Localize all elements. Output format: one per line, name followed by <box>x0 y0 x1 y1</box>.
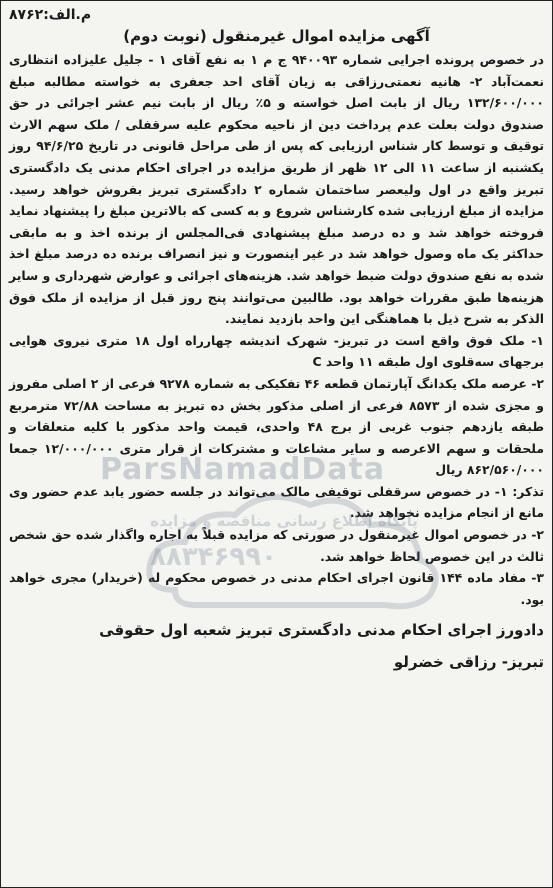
note-2-paragraph: ۲- در خصوص اموال غیرمنقول در صورتی که مزایده قبلاً به اجاره واگذار شده حق شخص ثالث در این خصوص لحاظ خواهد شد. <box>9 527 544 564</box>
signature-line-2: تبریز- رزاقی خضرلو <box>393 653 544 672</box>
property-description-paragraph: ۲- عرصه ملک یکدانگ آپارتمان قطعه ۴۶ تفکیکی به شماره ۹۲۷۸ فرعی از ۲ اصلی مفروز و مجزی شده از ۸۵۷۳ فرعی از اصلی مذکور بخش ده تبریز به مساحت ۷۲/۸۸ مترمربع طبقه یازدهم جنوب غربی از برج ۴۸ واحدی، قیمت واحد مذکور با کلیه متعلقات و ملحقات و سهم الاعرصه و سایر مشاعات و مشترکات از قرار متری ۱۲/۰۰۰/۰۰۰ جمعا ۸۶۲/۵۶۰/۰۰۰ ریال <box>9 375 544 478</box>
notice-title: آگهی مزایده اموال غیرمنقول (نوبت دوم) <box>123 27 430 45</box>
property-location-paragraph: ۱- ملک فوق واقع است در تبریز- شهرک اندیشه چهارراه اول ۱۸ متری نیروی هوایی برجهای سه‌قلوی اول طبقه ۱۱ واحد C <box>9 332 544 370</box>
watermark-subtitle: پایگاه اطلاع رسانی مناقصه و مزایده <box>150 512 418 530</box>
notice-body-paragraph: در خصوص پرونده اجرایی شماره ۹۴۰۰۹۳ ج م ۱ به نفع آقای ۱ - جلیل علیزاده انتظاری نعمت‌آباد ۲- هانیه نعمتی‌رزاقی به زیان آقای احد جعفری به خواسته مطالبه مبلغ ۱۳۲/۶۰۰/۰۰۰ ریال از بابت اصل خواسته و ۵٪ ریال از بابت نیم عشر اجرائی در حق صندوق دولت بعلت عدم پرداخت دین از ناحیه محکوم علیه سرقفلی / ملک سهم الارث توقیف و توسط کار شناس ارزیابی که پس از طی مراحل قانونی در تاریخ ۹۴/۶/۲۵ روز یکشنبه از ساعت ۱۱ الی ۱۲ ظهر از طریق مزایده در اجرای احکام مدنی یک دادگستری تبریز واقع در اول ولیعصر ساختمان شماره ۲ دادگستری تبریز بفروش خواهد رسید. مزایده از مبلغ ارزیابی شده کارشناس شروع و به کسی که بالاترین مبلغ را پیشنهاد نماید فروخته خواهد شد و ده درصد مبلغ پیشنهادی فی‌المجلس از برنده اخذ و به مابقی حداکثر یک ماه وصول خواهد شد در غیر اینصورت و نیز انصراف برنده ده درصد مبلغ اخذ شده به نفع صندوق دولت ضبط خواهد شد. هزینه‌های اجرائی و عوارض شهرداری و سایر هزینه‌ها طبق مقررات خواهد بود. طالبین می‌توانند پنج روز قبل از مزایده از ملک فوق الذکر به شرح ذیل با هماهنگی این واحد بازدید نمایند. <box>9 52 544 327</box>
note-1-paragraph: تذکر: ۱- در خصوص سرقفلی توقیفی مالک می‌تواند در جلسه حضور یابد عدم حضور وی مانع از انجام مزایده نخواهد شد. <box>9 483 544 521</box>
signature-line-1: دادورز اجرای احکام مدنی دادگستری تبریز شعبه اول حقوقی <box>99 621 544 640</box>
watermark-phone: ۸۸۳۴۶۹۹۰ <box>150 542 277 572</box>
watermark-brand-text: ParsNamadData <box>100 452 386 487</box>
reference-number: م.الف:۸۷۶۲ <box>9 7 92 23</box>
note-3-paragraph: ۳- مفاد ماده ۱۴۴ قانون اجرای احکام مدنی در خصوص محکوم له (خریدار) مجری خواهد بود. <box>9 570 544 607</box>
